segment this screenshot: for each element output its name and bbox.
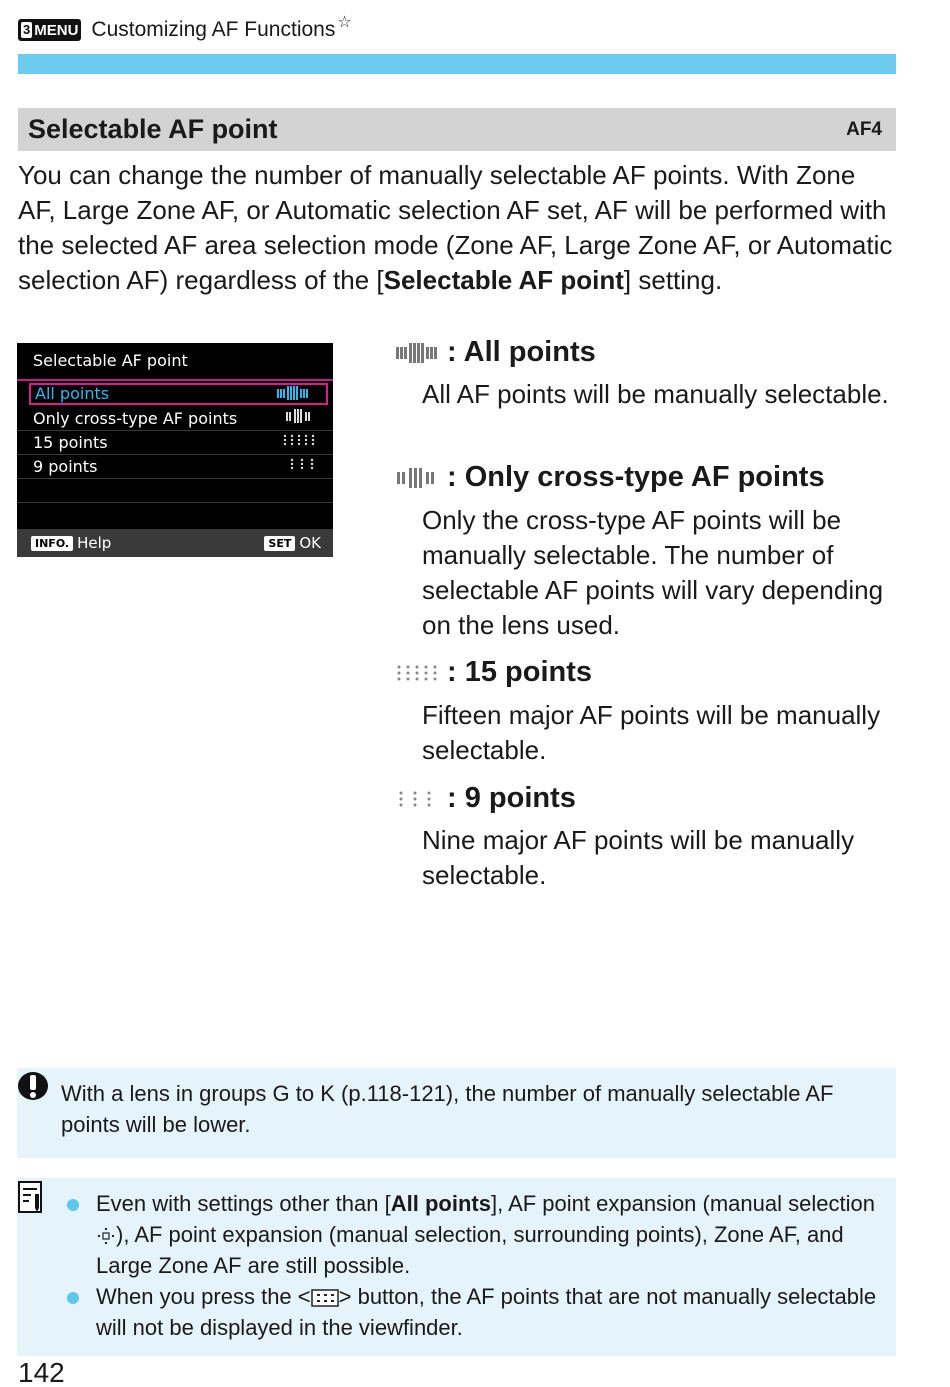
info-help-label: Help <box>77 534 112 552</box>
option-description: All AF points will be manually selectable. <box>422 379 889 409</box>
screen-row-15-points[interactable] <box>17 431 333 455</box>
memo-text: ), AF point expansion (manual selection, surrounding points), Zone AF, and Large Zone AF are still possible. <box>96 1222 844 1278</box>
section-title: Selectable AF point <box>28 114 278 144</box>
memo-bold: All points <box>390 1191 491 1216</box>
screen-row-empty <box>17 479 333 503</box>
screen-row-label: All points <box>35 384 110 403</box>
intro-paragraph <box>18 158 898 298</box>
option-title: : 15 points <box>447 656 593 688</box>
page-header <box>18 16 352 44</box>
page-number: 142 <box>18 1357 65 1387</box>
memo-text: > button, the AF points that are not manually selectable will not be displayed in the viewfinder. <box>96 1284 877 1340</box>
memo-note <box>17 1178 896 1356</box>
memo-icon <box>17 1180 47 1221</box>
set-ok-label: OK <box>299 534 321 552</box>
menu-badge-label: MENU <box>34 21 79 39</box>
menu-badge <box>18 19 81 41</box>
screen-row-label: Only cross-type AF points <box>33 409 238 428</box>
screen-row-9-points[interactable] <box>17 455 333 479</box>
af-point-expansion-icon <box>96 1222 116 1247</box>
intro-text-2: ] setting. <box>623 265 723 295</box>
option-title: : All points <box>447 336 596 368</box>
option-heading-all-points <box>395 336 596 369</box>
all-points-icon <box>276 385 312 405</box>
memo-text: Even with settings other than [ <box>96 1191 391 1216</box>
memo-item <box>67 1281 882 1343</box>
caution-text: With a lens in groups G to K (p.118-121), the number of manually selectable AF points will be lower. <box>61 1081 834 1137</box>
chapter-title-text: Customizing AF Functions <box>91 18 336 41</box>
screen-title: Selectable AF point <box>33 351 188 370</box>
option-title: : 9 points <box>447 782 576 814</box>
memo-text: ], AF point expansion (manual selection <box>490 1191 875 1216</box>
15-points-icon <box>283 431 315 455</box>
cross-type-icon <box>395 466 443 490</box>
screen-row-label: 9 points <box>33 457 98 476</box>
camera-menu-screen <box>17 343 333 557</box>
memo-text: When you press the < <box>96 1284 311 1309</box>
caution-note <box>17 1068 896 1158</box>
screen-title-rule <box>17 379 333 381</box>
memo-item <box>67 1188 882 1281</box>
advanced-star-icon: ☆ <box>337 14 352 31</box>
section-code: AF4 <box>846 118 882 140</box>
header-color-bar <box>18 54 896 74</box>
screen-row-all-points[interactable] <box>29 383 328 405</box>
9-points-icon <box>289 455 315 479</box>
intro-bold: Selectable AF point <box>383 265 624 295</box>
chapter-title <box>91 14 352 42</box>
all-points-icon <box>395 341 443 365</box>
af-area-selection-button-icon <box>311 1284 339 1309</box>
bullet-icon <box>67 1199 79 1211</box>
screen-row-cross-type[interactable] <box>17 407 333 431</box>
screen-footer <box>17 529 333 557</box>
caution-icon <box>17 1070 51 1109</box>
15-points-icon <box>395 661 443 685</box>
option-description: Only the cross-type AF points will be manually selectable. The number of selectable AF points will vary depending on the lens used. <box>422 505 884 640</box>
intro-text-1: You can change the number of manually selectable AF points. With Zone AF, Large Zone AF, or Automatic selection AF set, AF will be performed with the selected AF area selection mode (Zone AF, Large Zone AF, or Automatic selection AF) regardless of the [ <box>18 160 893 295</box>
cross-type-icon <box>285 407 315 431</box>
section-heading <box>18 108 896 151</box>
info-help-button[interactable] <box>31 534 111 552</box>
set-key-label: SET <box>264 536 295 551</box>
screen-row-empty <box>17 503 333 527</box>
option-title: : Only cross-type AF points <box>447 461 825 493</box>
9-points-icon <box>395 787 443 811</box>
option-heading-15-points <box>395 656 592 689</box>
menu-tab-number: 3 <box>23 22 31 37</box>
option-description: Fifteen major AF points will be manually selectable. <box>422 700 881 765</box>
bullet-icon <box>67 1292 79 1304</box>
info-key-label: INFO. <box>31 536 73 551</box>
option-heading-cross-type <box>395 461 825 494</box>
set-ok-button[interactable] <box>264 534 321 552</box>
screen-row-label: 15 points <box>33 433 108 452</box>
option-description: Nine major AF points will be manually selectable. <box>422 825 855 890</box>
option-heading-9-points <box>395 782 576 815</box>
